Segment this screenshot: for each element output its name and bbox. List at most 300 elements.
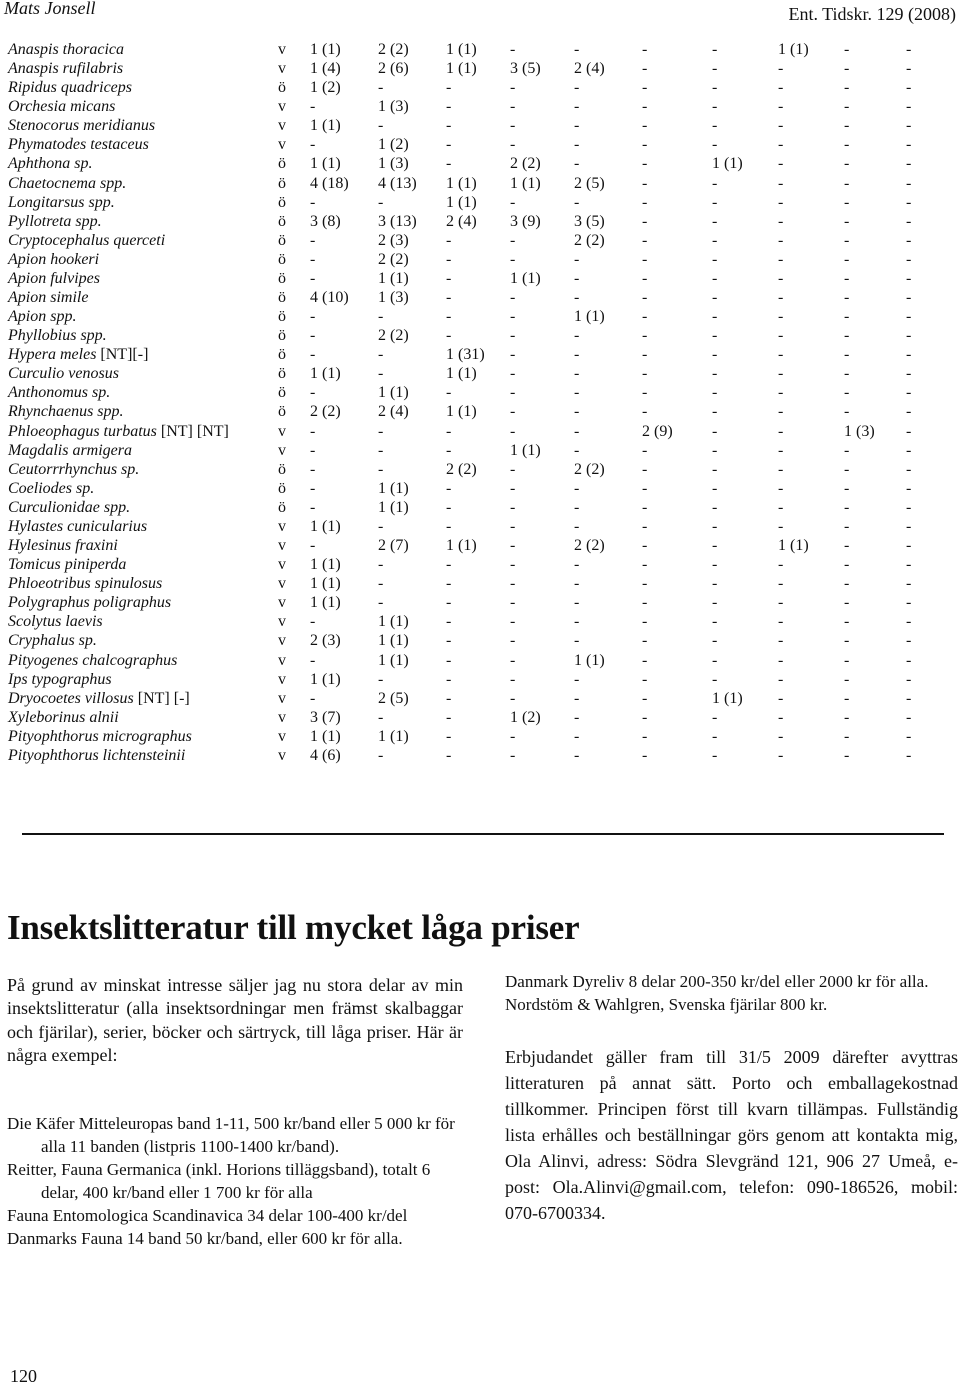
count-cell: -: [510, 98, 516, 116]
count-cell: -: [778, 384, 784, 402]
count-cell: -: [712, 327, 718, 345]
count-cell: -: [844, 269, 850, 287]
count-cell: -: [844, 479, 850, 497]
count-cell: -: [574, 556, 580, 574]
count-cell: -: [778, 613, 784, 631]
count-cell: -: [446, 308, 452, 326]
table-row: [0, 689, 960, 708]
count-cell: -: [906, 537, 912, 555]
count-cell: -: [574, 136, 580, 154]
count-cell: 1 (2): [310, 79, 341, 97]
count-cell: 2 (2): [574, 460, 605, 478]
habitat-code: ö: [278, 327, 286, 345]
count-cell: -: [510, 670, 516, 688]
count-cell: -: [574, 441, 580, 459]
count-cell: -: [712, 556, 718, 574]
table-row: [0, 193, 960, 212]
count-cell: -: [844, 79, 850, 97]
habitat-code: ö: [278, 250, 286, 268]
count-cell: 3 (13): [378, 212, 417, 230]
count-cell: -: [642, 746, 648, 764]
list-item: Nordstöm & Wahlgren, Svenska fjärilar 800 kr.: [505, 995, 828, 1014]
habitat-code: ö: [278, 308, 286, 326]
count-cell: -: [310, 537, 316, 555]
habitat-code: v: [278, 537, 286, 555]
count-cell: 2 (5): [378, 689, 409, 707]
table-row: [0, 135, 960, 154]
count-cell: -: [712, 613, 718, 631]
count-cell: -: [712, 269, 718, 287]
count-cell: -: [778, 556, 784, 574]
count-cell: -: [712, 422, 718, 440]
red-list-status: [NT] [NT]: [160, 422, 229, 440]
table-row: [0, 536, 960, 555]
habitat-code: v: [278, 594, 286, 612]
count-cell: -: [906, 193, 912, 211]
count-cell: -: [844, 537, 850, 555]
count-cell: -: [642, 498, 648, 516]
count-cell: -: [510, 746, 516, 764]
count-cell: 2 (2): [378, 41, 409, 58]
table-row: [0, 326, 960, 345]
habitat-code: ö: [278, 403, 286, 421]
count-cell: -: [310, 308, 316, 326]
species-name: Curculionidae spp.: [8, 498, 131, 516]
count-cell: -: [906, 289, 912, 307]
habitat-code: v: [278, 98, 286, 116]
count-cell: -: [310, 651, 316, 669]
count-cell: -: [446, 670, 452, 688]
count-cell: -: [510, 308, 516, 326]
count-cell: -: [510, 365, 516, 383]
red-list-status: [NT] [-]: [137, 689, 190, 707]
count-cell: -: [310, 689, 316, 707]
count-cell: -: [642, 60, 648, 78]
count-cell: -: [642, 136, 648, 154]
habitat-code: v: [278, 746, 286, 764]
page-number: 120: [10, 1366, 37, 1386]
count-cell: 1 (1): [310, 594, 341, 612]
count-cell: 1 (1): [712, 689, 743, 707]
count-cell: -: [378, 346, 384, 364]
count-cell: -: [574, 269, 580, 287]
table-row: [0, 231, 960, 250]
table-row: [0, 498, 960, 517]
count-cell: -: [446, 479, 452, 497]
count-cell: -: [310, 346, 316, 364]
count-cell: 1 (3): [844, 422, 875, 440]
count-cell: -: [906, 155, 912, 173]
count-cell: 2 (6): [378, 60, 409, 78]
species-name: Polygraphus poligraphus: [8, 594, 172, 612]
habitat-code: v: [278, 689, 286, 707]
count-cell: -: [844, 289, 850, 307]
count-cell: -: [906, 212, 912, 230]
habitat-code: ö: [278, 193, 286, 211]
count-cell: -: [378, 594, 384, 612]
species-name: Pityophthorus micrographus: [8, 727, 192, 745]
count-cell: -: [446, 594, 452, 612]
count-cell: -: [446, 422, 452, 440]
count-cell: -: [778, 441, 784, 459]
count-cell: -: [906, 79, 912, 97]
count-cell: -: [446, 231, 452, 249]
count-cell: -: [510, 651, 516, 669]
count-cell: -: [778, 594, 784, 612]
count-cell: -: [778, 60, 784, 78]
count-cell: 1 (3): [378, 98, 409, 116]
habitat-code: ö: [278, 174, 286, 192]
count-cell: 1 (1): [378, 613, 409, 631]
count-cell: -: [642, 231, 648, 249]
count-cell: 2 (4): [378, 403, 409, 421]
count-cell: -: [712, 537, 718, 555]
count-cell: -: [310, 327, 316, 345]
count-cell: -: [844, 556, 850, 574]
count-cell: 1 (1): [378, 269, 409, 287]
count-cell: 4 (13): [378, 174, 417, 192]
count-cell: -: [778, 365, 784, 383]
count-cell: -: [712, 517, 718, 535]
count-cell: -: [906, 174, 912, 192]
count-cell: -: [378, 517, 384, 535]
count-cell: -: [712, 479, 718, 497]
advert-intro: På grund av minskat intresse säljer jag nu stora delar av min insektslitteratur (alla insektsordningar men främst skalbaggar och fjärilar), serier, böcker och särtryck, till låga priser. Här är några exempel:: [7, 975, 463, 1066]
count-cell: -: [310, 231, 316, 249]
count-cell: -: [510, 632, 516, 650]
count-cell: -: [446, 708, 452, 726]
count-cell: -: [446, 632, 452, 650]
count-cell: -: [446, 289, 452, 307]
count-cell: -: [712, 441, 718, 459]
count-cell: -: [712, 41, 718, 58]
count-cell: -: [446, 136, 452, 154]
count-cell: -: [906, 746, 912, 764]
table-row: [0, 402, 960, 421]
count-cell: -: [574, 365, 580, 383]
table-row: [0, 555, 960, 574]
count-cell: -: [712, 384, 718, 402]
count-cell: 1 (4): [310, 60, 341, 78]
count-cell: -: [906, 517, 912, 535]
count-cell: -: [574, 346, 580, 364]
count-cell: -: [712, 60, 718, 78]
count-cell: -: [574, 613, 580, 631]
count-cell: -: [510, 537, 516, 555]
count-cell: -: [642, 460, 648, 478]
list-item: Danmarks Fauna 14 band 50 kr/band, eller 600 kr för alla.: [7, 1229, 403, 1248]
count-cell: -: [778, 98, 784, 116]
count-cell: -: [642, 212, 648, 230]
count-cell: -: [446, 651, 452, 669]
count-cell: -: [378, 746, 384, 764]
table-row: [0, 746, 960, 765]
count-cell: 1 (1): [378, 632, 409, 650]
species-name: Cryphalus sp.: [8, 632, 97, 650]
count-cell: -: [642, 308, 648, 326]
count-cell: -: [378, 422, 384, 440]
count-cell: 1 (1): [446, 60, 477, 78]
count-cell: 1 (1): [574, 651, 605, 669]
count-cell: 3 (9): [510, 212, 541, 230]
count-cell: -: [712, 117, 718, 135]
count-cell: -: [778, 193, 784, 211]
count-cell: -: [906, 575, 912, 593]
count-cell: -: [574, 575, 580, 593]
count-cell: -: [844, 98, 850, 116]
count-cell: -: [642, 613, 648, 631]
count-cell: -: [778, 155, 784, 173]
list-item: Reitter, Fauna Germanica (inkl. Horions tilläggsband), totalt 6 delar, 400 kr/band eller 1 700 kr för alla: [7, 1160, 431, 1202]
count-cell: -: [642, 365, 648, 383]
species-table: [0, 40, 960, 765]
count-cell: 1 (3): [378, 155, 409, 173]
count-cell: -: [844, 651, 850, 669]
habitat-code: v: [278, 556, 286, 574]
count-cell: -: [844, 575, 850, 593]
count-cell: -: [712, 212, 718, 230]
habitat-code: ö: [278, 479, 286, 497]
habitat-code: ö: [278, 231, 286, 249]
table-row: [0, 670, 960, 689]
count-cell: -: [906, 651, 912, 669]
count-cell: -: [844, 250, 850, 268]
count-cell: -: [310, 250, 316, 268]
count-cell: -: [510, 479, 516, 497]
species-name: Ceutorrrhynchus sp.: [8, 460, 140, 478]
count-cell: 1 (1): [446, 365, 477, 383]
count-cell: -: [844, 193, 850, 211]
count-cell: -: [574, 403, 580, 421]
count-cell: -: [906, 613, 912, 631]
habitat-code: ö: [278, 384, 286, 402]
advert-offer-text: Erbjudandet gäller fram till 31/5 2009 därefter avyttras litteraturen på annat sätt. Porto och emballagekostnad tillkommer. Principen först till kvarn tillämpas. Fullständig lista erhålles och beställningar görs genom att kontakta mig, Ola Alinvi, adress: Södra Slevgränd 121, 906 27 Umeå, e-post: Ola.Alinvi@gmail.com, telefon: 090-186526, mobil: 070-6700334.: [505, 1047, 958, 1223]
species-name: Hypera meles [NT][-]: [8, 346, 149, 364]
count-cell: -: [310, 460, 316, 478]
table-row: [0, 154, 960, 173]
count-cell: -: [642, 269, 648, 287]
count-cell: -: [446, 727, 452, 745]
count-cell: -: [712, 632, 718, 650]
habitat-code: v: [278, 575, 286, 593]
list-item: Fauna Entomologica Scandinavica 34 delar 100-400 kr/del: [7, 1206, 408, 1225]
count-cell: -: [906, 136, 912, 154]
count-cell: -: [510, 575, 516, 593]
species-name: Anaspis thoracica: [8, 41, 124, 58]
habitat-code: v: [278, 708, 286, 726]
count-cell: -: [574, 79, 580, 97]
count-cell: -: [574, 289, 580, 307]
count-cell: -: [574, 117, 580, 135]
count-cell: -: [510, 117, 516, 135]
count-cell: -: [510, 556, 516, 574]
count-cell: 4 (18): [310, 174, 349, 192]
habitat-code: v: [278, 670, 286, 688]
advert-title: Insektslitteratur till mycket låga priser: [7, 908, 580, 947]
count-cell: -: [844, 365, 850, 383]
count-cell: -: [844, 384, 850, 402]
count-cell: 1 (1): [310, 117, 341, 135]
count-cell: 4 (6): [310, 746, 341, 764]
count-cell: -: [778, 308, 784, 326]
habitat-code: ö: [278, 79, 286, 97]
species-name: Tomicus piniperda: [8, 556, 127, 574]
count-cell: -: [906, 269, 912, 287]
count-cell: 1 (1): [446, 537, 477, 555]
count-cell: -: [310, 498, 316, 516]
count-cell: -: [446, 384, 452, 402]
count-cell: -: [510, 193, 516, 211]
count-cell: 1 (1): [778, 537, 809, 555]
table-row: [0, 212, 960, 231]
count-cell: -: [778, 231, 784, 249]
species-name: Magdalis armigera: [8, 441, 132, 459]
count-cell: -: [574, 250, 580, 268]
count-cell: -: [712, 174, 718, 192]
count-cell: -: [778, 422, 784, 440]
count-cell: 1 (1): [310, 517, 341, 535]
count-cell: -: [378, 556, 384, 574]
count-cell: 1 (1): [510, 441, 541, 459]
count-cell: 3 (5): [574, 212, 605, 230]
count-cell: -: [642, 537, 648, 555]
habitat-code: v: [278, 517, 286, 535]
count-cell: -: [844, 327, 850, 345]
count-cell: -: [574, 193, 580, 211]
count-cell: -: [378, 460, 384, 478]
habitat-code: v: [278, 632, 286, 650]
count-cell: -: [906, 403, 912, 421]
count-cell: -: [778, 746, 784, 764]
count-cell: -: [906, 441, 912, 459]
count-cell: -: [642, 632, 648, 650]
table-row: [0, 269, 960, 288]
count-cell: -: [778, 346, 784, 364]
count-cell: -: [642, 98, 648, 116]
count-cell: -: [778, 327, 784, 345]
count-cell: -: [378, 441, 384, 459]
count-cell: -: [712, 460, 718, 478]
table-row: [0, 345, 960, 364]
count-cell: -: [310, 422, 316, 440]
count-cell: -: [844, 670, 850, 688]
table-row: [0, 422, 960, 441]
count-cell: -: [310, 479, 316, 497]
species-name: Anaspis rufilabris: [8, 60, 124, 78]
species-name: Rhynchaenus spp.: [8, 403, 124, 421]
count-cell: -: [510, 689, 516, 707]
count-cell: -: [844, 594, 850, 612]
count-cell: 2 (4): [446, 212, 477, 230]
count-cell: 1 (1): [310, 575, 341, 593]
count-cell: -: [778, 498, 784, 516]
count-cell: -: [778, 708, 784, 726]
count-cell: -: [906, 422, 912, 440]
count-cell: -: [446, 441, 452, 459]
count-cell: 1 (1): [446, 41, 477, 58]
count-cell: 1 (1): [378, 651, 409, 669]
count-cell: -: [844, 727, 850, 745]
count-cell: 2 (4): [574, 60, 605, 78]
habitat-code: v: [278, 651, 286, 669]
count-cell: -: [844, 117, 850, 135]
count-cell: -: [642, 403, 648, 421]
table-row: [0, 574, 960, 593]
count-cell: -: [574, 727, 580, 745]
count-cell: -: [642, 517, 648, 535]
count-cell: -: [642, 250, 648, 268]
count-cell: -: [642, 670, 648, 688]
running-header-author: Mats Jonsell: [4, 0, 96, 18]
table-row: [0, 651, 960, 670]
count-cell: -: [906, 689, 912, 707]
species-name: Pityogenes chalcographus: [8, 651, 178, 669]
count-cell: -: [446, 327, 452, 345]
count-cell: -: [574, 670, 580, 688]
count-cell: -: [378, 708, 384, 726]
count-cell: -: [642, 556, 648, 574]
count-cell: -: [906, 60, 912, 78]
count-cell: -: [574, 327, 580, 345]
count-cell: -: [642, 327, 648, 345]
count-cell: -: [310, 193, 316, 211]
count-cell: 2 (5): [574, 174, 605, 192]
count-cell: -: [310, 136, 316, 154]
habitat-code: v: [278, 117, 286, 135]
count-cell: 1 (1): [446, 403, 477, 421]
count-cell: -: [712, 670, 718, 688]
count-cell: 2 (3): [378, 231, 409, 249]
species-name: Phloeotribus spinulosus: [8, 575, 163, 593]
count-cell: 1 (1): [310, 556, 341, 574]
count-cell: -: [712, 403, 718, 421]
count-cell: -: [906, 117, 912, 135]
count-cell: 1 (1): [446, 193, 477, 211]
species-name: Scolytus laevis: [8, 613, 103, 631]
habitat-code: v: [278, 41, 286, 58]
count-cell: -: [844, 231, 850, 249]
count-cell: -: [642, 41, 648, 58]
species-name: Apion simile: [8, 289, 89, 307]
count-cell: -: [778, 689, 784, 707]
count-cell: -: [510, 250, 516, 268]
count-cell: 1 (1): [378, 384, 409, 402]
count-cell: -: [510, 403, 516, 421]
count-cell: -: [844, 212, 850, 230]
count-cell: -: [778, 269, 784, 287]
habitat-code: ö: [278, 289, 286, 307]
species-name: Cryptocephalus querceti: [8, 231, 166, 249]
count-cell: 2 (2): [574, 537, 605, 555]
count-cell: -: [642, 594, 648, 612]
count-cell: -: [574, 479, 580, 497]
count-cell: 1 (1): [446, 174, 477, 192]
count-cell: -: [844, 346, 850, 364]
count-cell: -: [310, 613, 316, 631]
count-cell: -: [778, 727, 784, 745]
table-row: [0, 517, 960, 536]
count-cell: -: [778, 575, 784, 593]
count-cell: 3 (7): [310, 708, 341, 726]
count-cell: 1 (1): [510, 269, 541, 287]
species-name: Pyllotreta spp.: [8, 212, 102, 230]
count-cell: 2 (2): [510, 155, 541, 173]
count-cell: 1 (31): [446, 346, 485, 364]
count-cell: 2 (2): [446, 460, 477, 478]
count-cell: -: [844, 155, 850, 173]
table-row: [0, 116, 960, 135]
count-cell: -: [906, 727, 912, 745]
